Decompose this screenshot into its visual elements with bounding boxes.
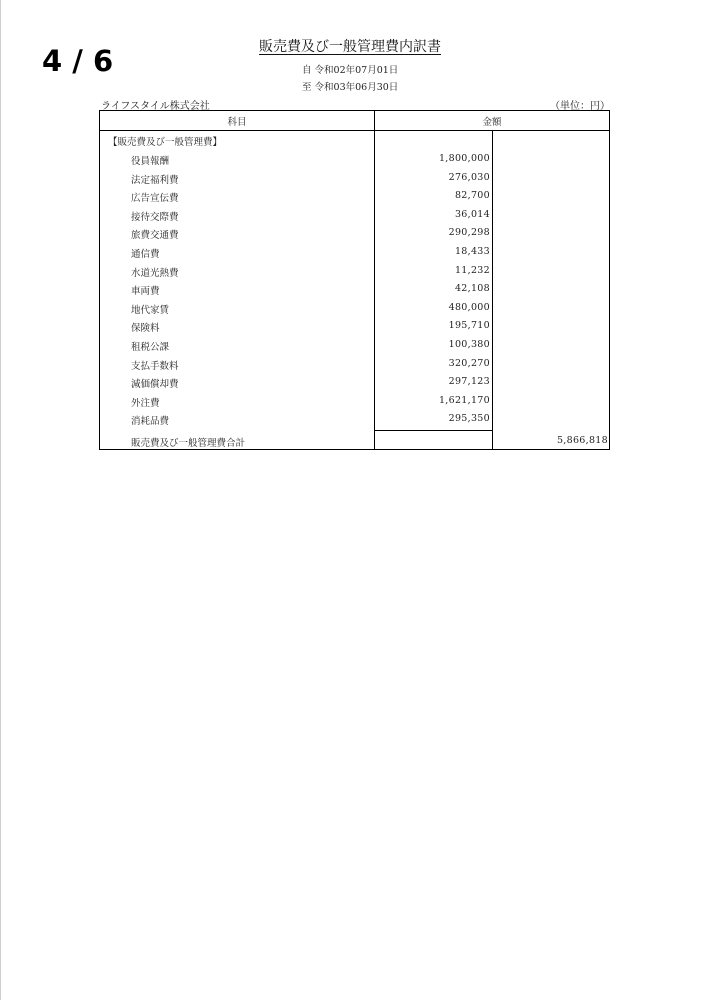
row-label: 支払手数料 (131, 360, 179, 372)
row-label: 租税公課 (131, 341, 170, 353)
row-amount: 42,108 (454, 283, 490, 295)
expense-rows (100, 152, 609, 431)
header-subject: 科目 (227, 117, 247, 128)
row-label: 水道光熱費 (131, 267, 179, 279)
company-name: ライフスタイル株式会社 (101, 101, 210, 112)
table-row (100, 412, 609, 431)
table-row (100, 282, 609, 301)
unit-label: （単位：円） (550, 101, 610, 112)
row-label: 地代家賃 (131, 304, 170, 316)
row-label: 減価償却費 (131, 379, 179, 391)
total-amount: 5,866,818 (556, 435, 608, 446)
row-amount: 11,232 (454, 264, 490, 276)
table-row (100, 394, 609, 413)
row-amount: 297,123 (448, 376, 490, 388)
row-label: 法定福利費 (131, 174, 179, 186)
row-amount: 100,380 (448, 338, 490, 350)
row-amount: 290,298 (448, 227, 490, 239)
row-amount: 276,030 (448, 171, 490, 183)
document-title: 販売費及び一般管理費内訳書 (259, 39, 441, 55)
section-heading: 【販売費及び一般管理費】 (108, 137, 223, 148)
period-to: 至 令和03年06月30日 (302, 82, 399, 93)
row-label: 広告宣伝費 (131, 193, 179, 205)
row-label: 役員報酬 (131, 156, 170, 167)
page-counter: 4 / 6 (42, 44, 114, 78)
row-amount: 82,700 (454, 190, 490, 202)
table-row (100, 375, 609, 394)
row-label: 接待交際費 (131, 211, 179, 223)
table-row (100, 189, 609, 208)
table-row (100, 245, 609, 264)
row-amount: 18,433 (454, 245, 490, 257)
table-row (100, 319, 609, 338)
row-amount: 195,710 (448, 320, 490, 332)
table-row (100, 171, 609, 190)
header-divider (100, 130, 609, 131)
expense-table (99, 110, 610, 450)
table-row (100, 226, 609, 245)
table-row (100, 338, 609, 357)
table-row (100, 357, 609, 376)
row-label: 消耗品費 (131, 416, 170, 428)
row-amount: 1,800,000 (438, 153, 490, 164)
row-amount: 1,621,170 (438, 394, 490, 406)
row-amount: 295,350 (448, 413, 490, 425)
row-amount: 320,270 (448, 357, 490, 369)
header-amount: 金額 (482, 117, 502, 128)
table-row (100, 301, 609, 320)
page-left-edge (0, 0, 1, 1000)
row-label: 通信費 (131, 248, 160, 260)
row-label: 旅費交通費 (131, 230, 179, 242)
row-label: 保険料 (131, 323, 160, 335)
table-row (100, 208, 609, 227)
table-row (100, 264, 609, 283)
row-amount: 36,014 (454, 208, 490, 220)
period-from: 自 令和02年07月01日 (302, 65, 399, 76)
table-row (100, 152, 609, 171)
row-label: 車両費 (131, 286, 160, 298)
total-label: 販売費及び一般管理費合計 (131, 438, 246, 449)
row-amount: 480,000 (448, 301, 490, 313)
row-label: 外注費 (131, 397, 160, 409)
